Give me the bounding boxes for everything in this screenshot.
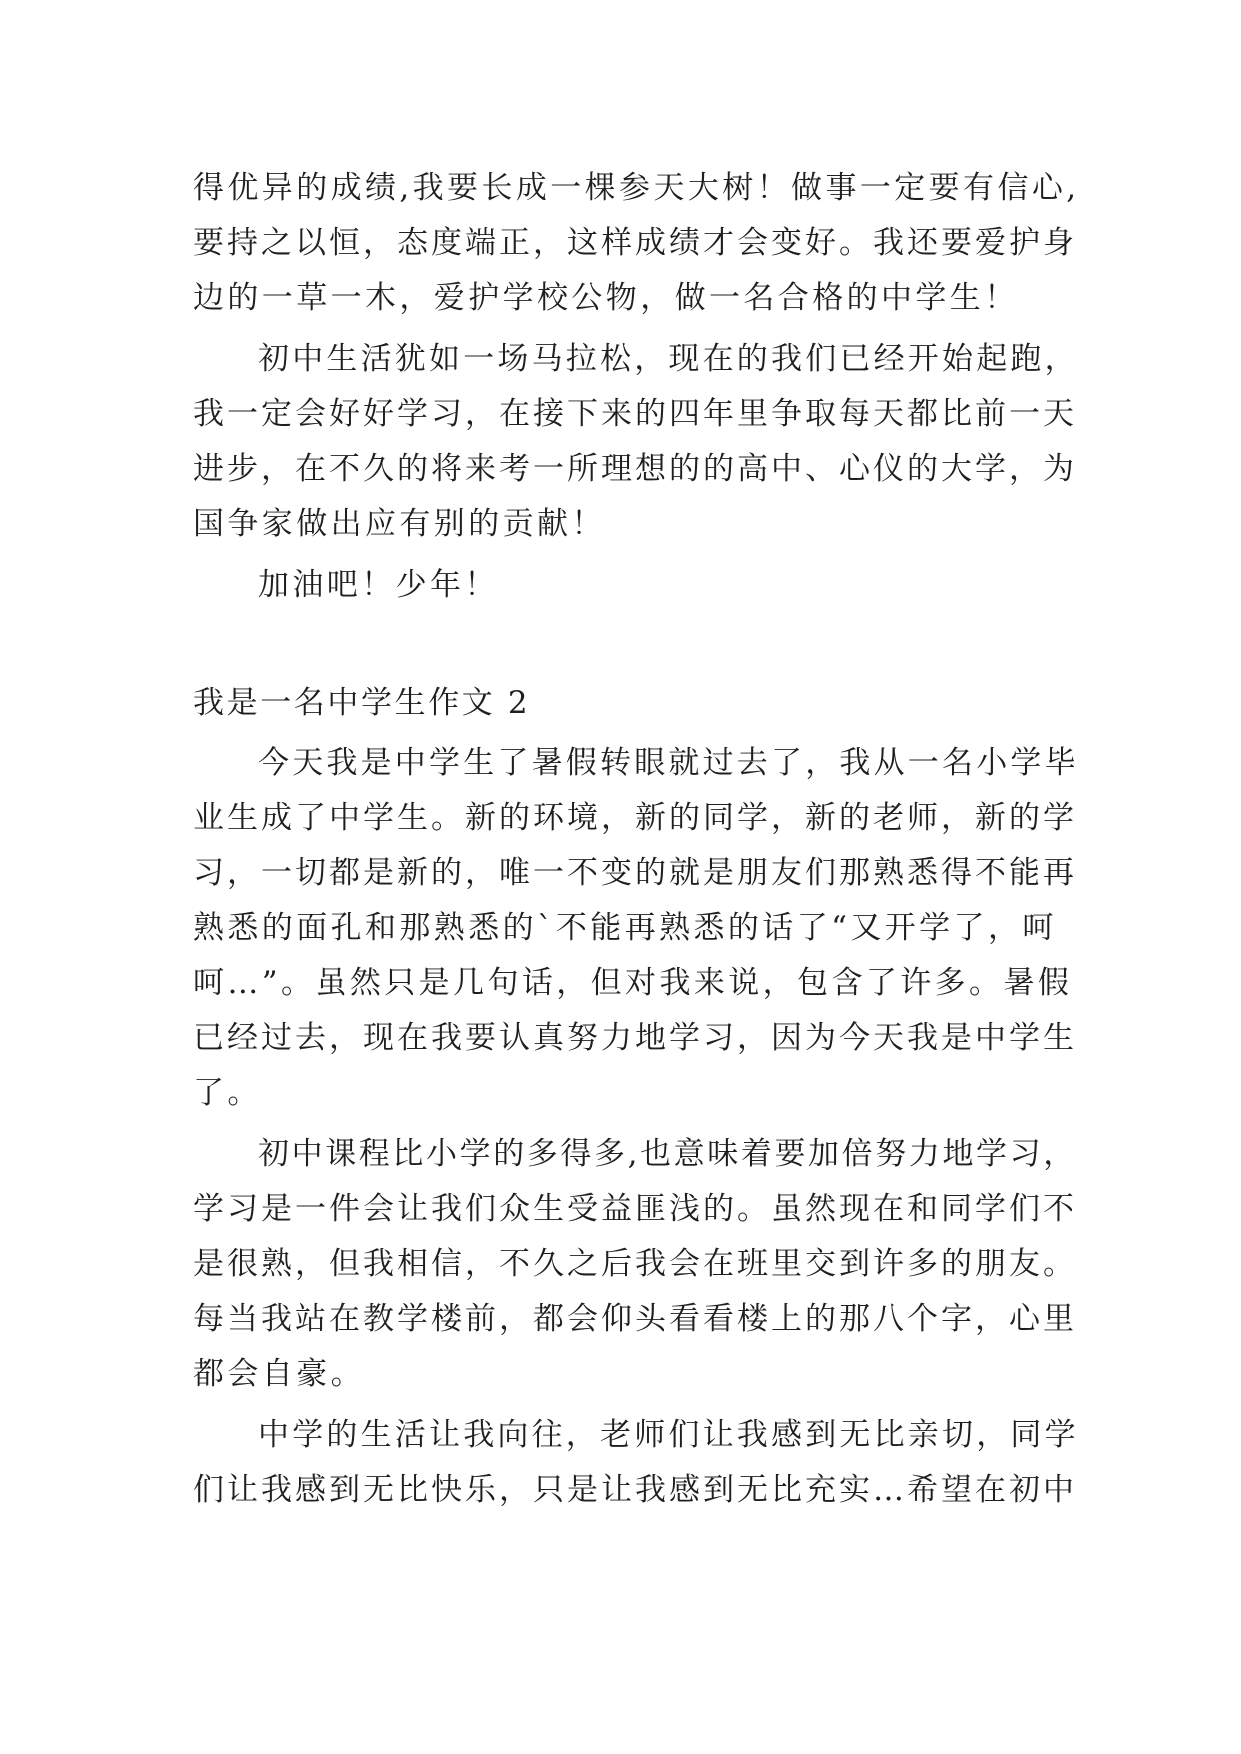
paragraph-line: 学习是一件会让我们众生受益匪浅的。虽然现在和同学们不 bbox=[193, 1191, 1077, 1227]
paragraph-line: 边的一草一木，爱护学校公物，做一名合格的中学生！ bbox=[193, 280, 1019, 316]
paragraph-line: 是很熟，但我相信，不久之后我会在班里交到许多的朋友。 bbox=[193, 1246, 1077, 1282]
paragraph-line: 们让我感到无比快乐，只是让我感到无比充实…希望在初中 bbox=[193, 1472, 1077, 1508]
paragraph-line: 都会自豪。 bbox=[193, 1356, 365, 1392]
paragraph-line: 业生成了中学生。新的环境，新的同学，新的老师，新的学 bbox=[193, 800, 1077, 836]
paragraph-line: 已经过去，现在我要认真努力地学习，因为今天我是中学生 bbox=[193, 1020, 1077, 1056]
paragraph-line: 中学的生活让我向往，老师们让我感到无比亲切，同学 bbox=[258, 1417, 1079, 1453]
paragraph-line: 习，一切都是新的，唯一不变的就是朋友们那熟悉得不能再 bbox=[193, 855, 1077, 891]
paragraph-line: 熟悉的面孔和那熟悉的`不能再熟悉的话了“又开学了，呵 bbox=[193, 910, 1057, 946]
paragraph-line: 国争家做出应有别的贡献！ bbox=[193, 506, 606, 542]
paragraph-line: 初中生活犹如一场马拉松，现在的我们已经开始起跑， bbox=[258, 341, 1079, 377]
paragraph-line: 加油吧！少年！ bbox=[258, 567, 499, 603]
paragraph-line: 呵…”。虽然只是几句话，但对我来说，包含了许多。暑假 bbox=[193, 965, 1073, 1001]
paragraph-line: 初中课程比小学的多得多,也意味着要加倍努力地学习， bbox=[258, 1136, 1077, 1172]
paragraph-line: 要持之以恒，态度端正，这样成绩才会变好。我还要爱护身 bbox=[193, 225, 1077, 261]
paragraph-line: 得优异的成绩,我要长成一棵参天大树！做事一定要有信心, bbox=[193, 170, 1080, 206]
paragraph-line: 了。 bbox=[193, 1075, 262, 1111]
section-heading: 我是一名中学生作文 2 bbox=[193, 685, 531, 721]
paragraph-line: 进步，在不久的将来考一所理想的的高中、心仪的大学，为 bbox=[193, 451, 1077, 487]
paragraph-line: 我一定会好好学习，在接下来的四年里争取每天都比前一天 bbox=[193, 396, 1077, 432]
paragraph-line: 每当我站在教学楼前，都会仰头看看楼上的那八个字，心里 bbox=[193, 1301, 1077, 1337]
paragraph-line: 今天我是中学生了暑假转眼就过去了，我从一名小学毕 bbox=[258, 745, 1079, 781]
